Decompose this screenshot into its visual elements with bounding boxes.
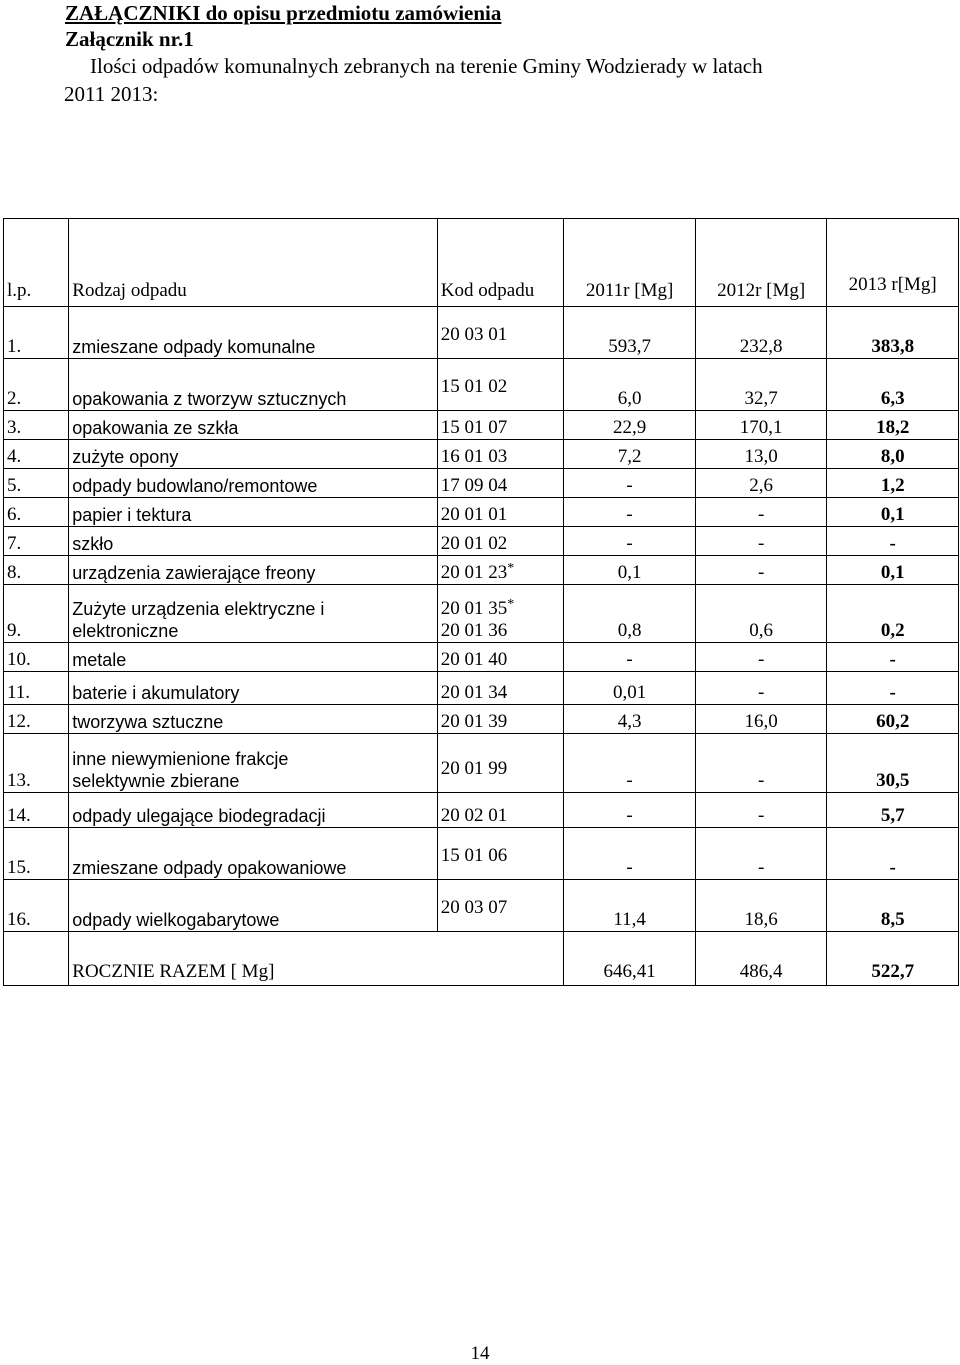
- row-waste-type: odpady wielkogabarytowe: [69, 880, 438, 932]
- table-total-row: [4, 932, 959, 986]
- code-line-2: 20 01 36: [440, 620, 508, 641]
- row-2011: -: [564, 734, 696, 793]
- name-line-1: Zużyte urządzenia elektryczne i: [72, 599, 325, 619]
- row-waste-code: 20 01 40: [437, 643, 564, 672]
- row-lp: 12.: [4, 705, 69, 734]
- row-2013: 1,2: [827, 469, 959, 498]
- row-waste-type: odpady ulegające biodegradacji: [69, 793, 438, 828]
- row-2013: 0,2: [827, 585, 959, 643]
- row-waste-type: [69, 585, 438, 643]
- row-2013: -: [827, 643, 959, 672]
- row-waste-code: 20 01 02: [437, 527, 564, 556]
- row-2013: 30,5: [827, 734, 959, 793]
- name-line-2: selektywnie zbierane: [72, 771, 240, 791]
- row-2011: 0,1: [564, 556, 696, 585]
- total-label: ROCZNIE RAZEM [ Mg]: [69, 932, 564, 986]
- code-value: 20 01 23: [440, 562, 508, 583]
- row-waste-code: [437, 307, 564, 359]
- annex-label: Załącznik nr.1: [65, 27, 194, 51]
- row-waste-code: [437, 359, 564, 411]
- row-waste-type: odpady budowlano/remontowe: [69, 469, 438, 498]
- row-2012: 170,1: [695, 411, 827, 440]
- table-row: [4, 705, 959, 734]
- row-lp: 4.: [4, 440, 69, 469]
- row-lp: 6.: [4, 498, 69, 527]
- waste-quantities-table: [3, 218, 959, 986]
- row-2013: -: [827, 527, 959, 556]
- header-waste-type: Rodzaj odpadu: [69, 219, 438, 307]
- row-waste-type: urządzenia zawierające freony: [69, 556, 438, 585]
- code-value: 15 01 06: [440, 845, 508, 866]
- row-waste-code: [437, 828, 564, 880]
- row-2011: 593,7: [564, 307, 696, 359]
- row-2012: -: [695, 498, 827, 527]
- row-lp: 2.: [4, 359, 69, 411]
- row-2013: 18,2: [827, 411, 959, 440]
- row-waste-code: 20 01 39: [437, 705, 564, 734]
- row-2012: 2,6: [695, 469, 827, 498]
- table-header-row: [4, 219, 959, 307]
- row-waste-type: szkło: [69, 527, 438, 556]
- table-row: [4, 440, 959, 469]
- row-waste-type: baterie i akumulatory: [69, 672, 438, 705]
- table-row: [4, 734, 959, 793]
- row-2013: 8,0: [827, 440, 959, 469]
- intro-line-1: Ilości odpadów komunalnych zebranych na terenie Gminy Wodzierady w latach: [90, 54, 763, 78]
- row-lp: 9.: [4, 585, 69, 643]
- row-2012: 16,0: [695, 705, 827, 734]
- row-lp: 10.: [4, 643, 69, 672]
- row-2013: -: [827, 828, 959, 880]
- table-row: [4, 498, 959, 527]
- row-2011: 22,9: [564, 411, 696, 440]
- header-lp: l.p.: [4, 219, 69, 307]
- row-2011: -: [564, 828, 696, 880]
- asterisk-mark: *: [507, 561, 515, 576]
- table-row: [4, 307, 959, 359]
- row-waste-type: zużyte opony: [69, 440, 438, 469]
- row-2011: 4,3: [564, 705, 696, 734]
- name-line-1: inne niewymienione frakcje: [72, 749, 289, 769]
- row-2011: -: [564, 527, 696, 556]
- row-waste-type: zmieszane odpady opakowaniowe: [69, 828, 438, 880]
- row-2012: -: [695, 734, 827, 793]
- table-row: [4, 585, 959, 643]
- row-waste-code: 20 01 01: [437, 498, 564, 527]
- row-waste-code: 20 02 01: [437, 793, 564, 828]
- table-row: [4, 556, 959, 585]
- code-line-1: 20 01 35: [440, 598, 508, 619]
- table-row: [4, 643, 959, 672]
- row-waste-code: [437, 734, 564, 793]
- code-value: 20 01 99: [440, 758, 508, 779]
- row-2013: 383,8: [827, 307, 959, 359]
- row-waste-type: [69, 734, 438, 793]
- table-row: [4, 880, 959, 932]
- row-lp: 15.: [4, 828, 69, 880]
- row-waste-code: [437, 556, 564, 585]
- row-waste-type: opakowania z tworzyw sztucznych: [69, 359, 438, 411]
- row-lp: 11.: [4, 672, 69, 705]
- row-2012: -: [695, 643, 827, 672]
- document-header: [65, 0, 945, 108]
- row-2011: 6,0: [564, 359, 696, 411]
- row-2013: 60,2: [827, 705, 959, 734]
- row-waste-type: opakowania ze szkła: [69, 411, 438, 440]
- row-2013: 5,7: [827, 793, 959, 828]
- row-2012: -: [695, 828, 827, 880]
- page-number: 14: [470, 1343, 490, 1364]
- row-waste-code: 16 01 03: [437, 440, 564, 469]
- table-row: [4, 672, 959, 705]
- asterisk-mark: *: [507, 597, 515, 612]
- row-2011: 11,4: [564, 880, 696, 932]
- row-2012: 0,6: [695, 585, 827, 643]
- row-2012: -: [695, 527, 827, 556]
- total-2011: 646,41: [564, 932, 696, 986]
- row-2013: 8,5: [827, 880, 959, 932]
- row-lp: 3.: [4, 411, 69, 440]
- row-2012: -: [695, 793, 827, 828]
- row-2013: -: [827, 672, 959, 705]
- row-2013: 6,3: [827, 359, 959, 411]
- code-value: 15 01 02: [440, 376, 508, 397]
- total-2013: 522,7: [827, 932, 959, 986]
- header-2011: 2011r [Mg]: [564, 219, 696, 307]
- row-waste-type: tworzywa sztuczne: [69, 705, 438, 734]
- row-2011: -: [564, 498, 696, 527]
- row-waste-code: 15 01 07: [437, 411, 564, 440]
- row-2011: 0,8: [564, 585, 696, 643]
- row-2013: 0,1: [827, 498, 959, 527]
- row-2012: 13,0: [695, 440, 827, 469]
- row-2012: 18,6: [695, 880, 827, 932]
- table-row: [4, 793, 959, 828]
- row-2012: 32,7: [695, 359, 827, 411]
- table-row: [4, 469, 959, 498]
- row-waste-type: metale: [69, 643, 438, 672]
- code-value: 20 03 01: [440, 324, 508, 345]
- total-2012: 486,4: [695, 932, 827, 986]
- row-2012: 232,8: [695, 307, 827, 359]
- row-lp: 7.: [4, 527, 69, 556]
- table-row: [4, 359, 959, 411]
- row-2011: 7,2: [564, 440, 696, 469]
- intro-line-2: 2011 2013:: [64, 82, 159, 106]
- header-2013: 2013 r[Mg]: [827, 219, 959, 307]
- row-lp: 14.: [4, 793, 69, 828]
- row-waste-type: zmieszane odpady komunalne: [69, 307, 438, 359]
- row-lp: 8.: [4, 556, 69, 585]
- code-value: 20 03 07: [440, 897, 508, 918]
- row-2012: -: [695, 672, 827, 705]
- row-2011: -: [564, 793, 696, 828]
- row-2011: -: [564, 469, 696, 498]
- row-waste-code: 20 01 34: [437, 672, 564, 705]
- row-2011: 0,01: [564, 672, 696, 705]
- table-row: [4, 411, 959, 440]
- header-2012: 2012r [Mg]: [695, 219, 827, 307]
- row-lp: 5.: [4, 469, 69, 498]
- row-lp: 13.: [4, 734, 69, 793]
- row-2011: -: [564, 643, 696, 672]
- row-lp: 1.: [4, 307, 69, 359]
- row-2013: 0,1: [827, 556, 959, 585]
- total-lp: [4, 932, 69, 986]
- row-2012: -: [695, 556, 827, 585]
- document-title: ZAŁĄCZNIKI do opisu przedmiotu zamówienia: [65, 1, 502, 25]
- row-waste-code: 17 09 04: [437, 469, 564, 498]
- row-waste-code: [437, 585, 564, 643]
- table-row: [4, 527, 959, 556]
- name-line-2: elektroniczne: [72, 621, 179, 641]
- table-row: [4, 828, 959, 880]
- header-waste-code: Kod odpadu: [437, 219, 564, 307]
- row-waste-type: papier i tektura: [69, 498, 438, 527]
- row-waste-code: [437, 880, 564, 932]
- row-lp: 16.: [4, 880, 69, 932]
